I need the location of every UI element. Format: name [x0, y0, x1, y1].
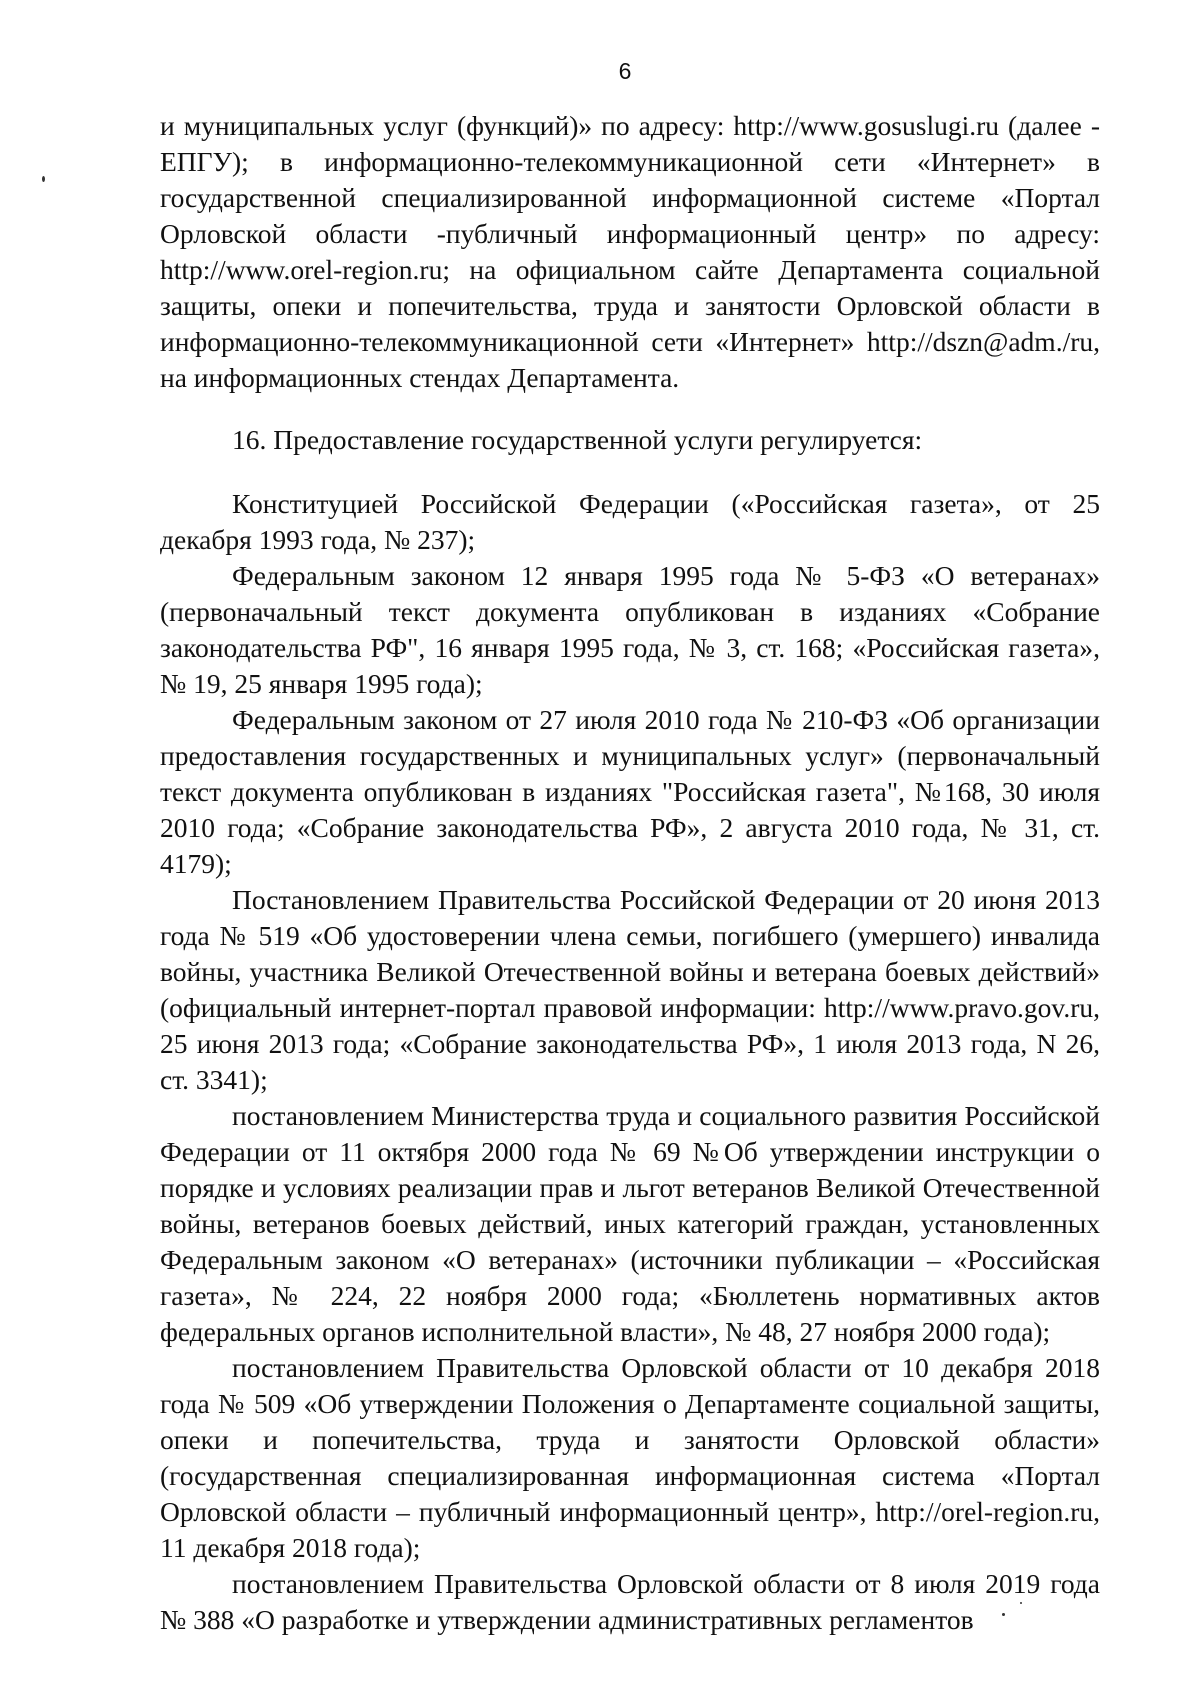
paragraph-federal-law-5fz: Федеральным законом 12 января 1995 года № 5-ФЗ «О ветеранах» (первоначальный текст документа опубликован в изданиях «Собрание законодательства РФ", 16 января 1995 года, № 3, ст. 168; «Российская газета», № 19, 25 января 1995 года); — [160, 560, 1100, 699]
paragraph-contacts: и муниципальных услуг (функций)» по адресу: http://www.gosuslugi.ru (далее - ЕПГУ); в информационно-телекоммуникационной сети «Интернет» в государственной специализированной информационной системе «Портал Орловской области -публичный информационный центр» по адресу: http://www.orel-region.ru; на официальном сайте Департамента социальной защиты, опеки и попечительства, труда и занятости Орловской области в информационно-телекоммуникационной сети «Интернет» http://dszn@adm./ru, на информационных стендах Департамента. — [160, 110, 1100, 393]
page-number: 6 — [618, 58, 632, 84]
scan-speck — [1002, 1613, 1005, 1616]
paragraph-government-resolution-519: Постановлением Правительства Российской Федерации от 20 июня 2013 года № 519 «Об удостоверении члена семьи, погибшего (умершего) инвалида войны, участника Великой Отечественной войны и ветерана боевых действий» (официальный интернет-портал правовой информации: http://www.pravo.gov.ru, 25 июня 2013 года; «Собрание законодательства РФ», 1 июля 2013 года, N 26, ст. 3341); — [160, 884, 1100, 1095]
paragraph-oryol-resolution-388: постановлением Правительства Орловской области от 8 июля 2019 года № 388 «О разработке и утверждении административных регламентов — [160, 1568, 1100, 1635]
section-heading-16: 16. Предоставление государственной услуги регулируется: — [232, 424, 923, 455]
scan-speck — [1020, 1602, 1022, 1604]
paragraph-constitution: Конституцией Российской Федерации («Российская газета», от 25 декабря 1993 года, № 237); — [160, 488, 1100, 555]
paragraph-federal-law-210fz: Федеральным законом от 27 июля 2010 года № 210-ФЗ «Об организации предоставления государственных и муниципальных услуг» (первоначальный текст документа опубликован в изданиях "Российская газета", №168, 30 июля 2010 года; «Собрание законодательства РФ», 2 августа 2010 года, № 31, ст. 4179); — [160, 704, 1100, 879]
paragraph-ministry-resolution-69: постановлением Министерства труда и социального развития Российской Федерации от 11 октября 2000 года № 69 №Об утверждении инструкции о порядке и условиях реализации прав и льгот ветеранов Великой Отечественной войны, ветеранов боевых действий, иных категорий граждан, установленных Федеральным законом «О ветеранах» (источники публикации – «Российская газета», № 224, 22 ноября 2000 года; «Бюллетень нормативных актов федеральных органов исполнительной власти», № 48, 27 ноября 2000 года); — [160, 1100, 1100, 1347]
paragraph-oryol-resolution-509: постановлением Правительства Орловской области от 10 декабря 2018 года № 509 «Об утверждении Положения о Департаменте социальной защиты, опеки и попечительства, труда и занятости Орловской области» (государственная специализированная информационная система «Портал Орловской области – публичный информационный центр», http://orel-region.ru, 11 декабря 2018 года); — [160, 1352, 1100, 1563]
document-body — [160, 108, 1100, 1638]
scan-speck — [42, 176, 45, 182]
